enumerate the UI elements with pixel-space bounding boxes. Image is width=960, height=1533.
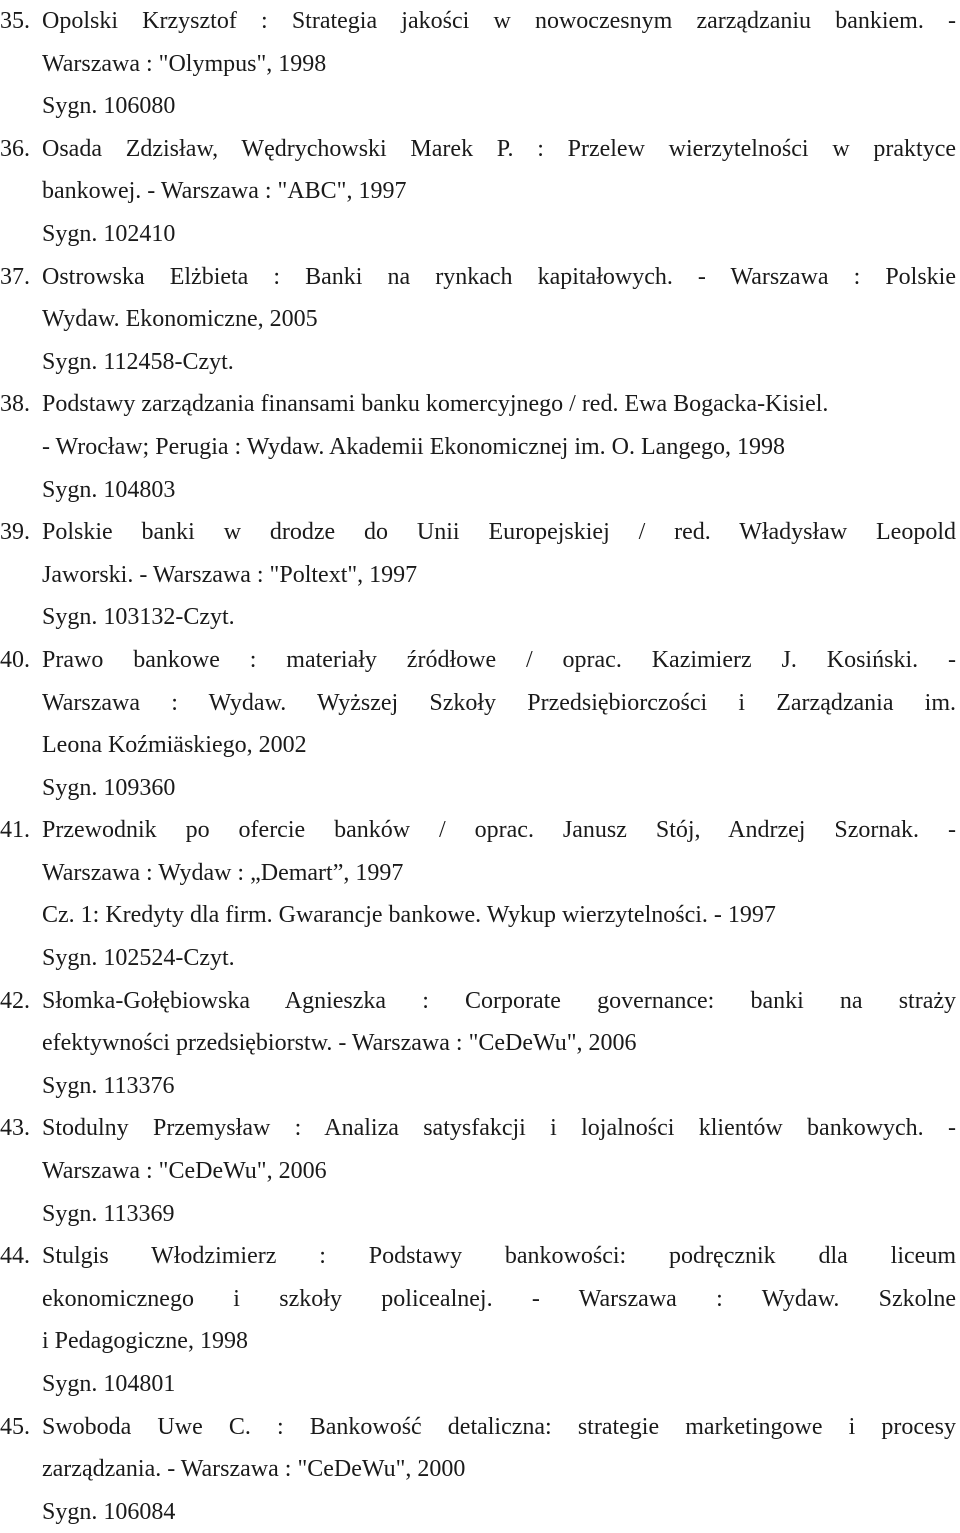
- entry-line: Warszawa : Wydaw. Wyższej Szkoły Przedsiębiorczości i Zarządzania im.: [42, 689, 956, 716]
- entry-number: 36.: [0, 135, 30, 162]
- entry-number: 37.: [0, 263, 30, 290]
- bibliography-entry: [0, 1406, 956, 1533]
- entry-line: Cz. 1: Kredyty dla firm. Gwarancje bankowe. Wykup wierzytelności. - 1997: [42, 902, 776, 929]
- entry-line: Sygn. 112458-Czyt.: [42, 348, 234, 375]
- entry-number: 35.: [0, 8, 30, 34]
- entry-number: 40.: [0, 646, 30, 673]
- bibliography-entry: [0, 809, 956, 979]
- entry-number: 43.: [0, 1115, 30, 1142]
- entry-line: Leona Koźmiäskiego, 2002: [42, 732, 307, 759]
- entry-line: Słomka-Gołębiowska Agnieszka : Corporate governance: banki na straży: [42, 987, 956, 1014]
- entry-line: Sygn. 113376: [42, 1072, 175, 1099]
- entry-line: Przewodnik po ofercie banków / oprac. Janusz Stój, Andrzej Szornak. -: [42, 817, 956, 844]
- entry-line: Sygn. 102524-Czyt.: [42, 945, 235, 972]
- entry-line: Warszawa : "Olympus", 1998: [42, 50, 327, 77]
- entry-line: Podstawy zarządzania finansami banku komercyjnego / red. Ewa Bogacka-Kisiel.: [42, 391, 829, 418]
- entry-number: 41.: [0, 817, 30, 844]
- entry-line: Sygn. 109360: [42, 774, 176, 801]
- entry-number: 42.: [0, 987, 30, 1014]
- entry-line: i Pedagogiczne, 1998: [42, 1328, 248, 1355]
- entry-number: 44.: [0, 1243, 30, 1270]
- bibliography-entry: [0, 1235, 956, 1405]
- entry-line: Jaworski. - Warszawa : "Poltext", 1997: [42, 561, 418, 588]
- entry-number: 39.: [0, 519, 30, 546]
- bibliography-entry: [0, 639, 956, 809]
- entry-line: Warszawa : Wydaw : „Demart”, 1997: [42, 859, 404, 886]
- entry-line: Sygn. 104803: [42, 476, 176, 503]
- entry-line: Sygn. 104801: [42, 1371, 176, 1397]
- bibliography-entry: [0, 0, 956, 128]
- entry-number: 45.: [0, 1413, 30, 1440]
- bibliography-entry: [0, 511, 956, 639]
- entry-line: efektywności przedsiębiorstw. - Warszawa : "CeDeWu", 2006: [42, 1030, 637, 1057]
- entry-line: Ostrowska Elżbieta : Banki na rynkach kapitałowych. - Warszawa : Polskie: [42, 263, 956, 290]
- entry-line: bankowej. - Warszawa : "ABC", 1997: [42, 178, 407, 205]
- entry-line: Warszawa : "CeDeWu", 2006: [42, 1158, 327, 1185]
- entry-line: ekonomicznego i szkoły policealnej. - Warszawa : Wydaw. Szkolne: [42, 1285, 956, 1312]
- bibliography-entry: [0, 980, 956, 1108]
- entry-line: zarządzania. - Warszawa : "CeDeWu", 2000: [42, 1456, 466, 1483]
- entry-line: Opolski Krzysztof : Strategia jakości w nowoczesnym zarządzaniu bankiem. -: [42, 8, 956, 34]
- entry-line: Stodulny Przemysław : Analiza satysfakcji i lojalności klientów bankowych. -: [42, 1115, 956, 1142]
- entry-line: Polskie banki w drodze do Unii Europejskiej / red. Władysław Leopold: [42, 519, 956, 546]
- entry-line: Sygn. 106080: [42, 93, 176, 120]
- bibliography-entry: [0, 128, 956, 256]
- entry-line: Sygn. 103132-Czyt.: [42, 604, 235, 631]
- entry-number: 38.: [0, 391, 30, 418]
- entry-line: Sygn. 106084: [42, 1498, 176, 1525]
- bibliography-entry: [0, 383, 956, 511]
- entry-line: Osada Zdzisław, Wędrychowski Marek P. : Przelew wierzytelności w praktyce: [42, 135, 956, 162]
- entry-line: Swoboda Uwe C. : Bankowość detaliczna: strategie marketingowe i procesy: [42, 1413, 956, 1440]
- entry-line: Prawo bankowe : materiały źródłowe / oprac. Kazimierz J. Kosiński. -: [42, 646, 956, 673]
- entry-line: - Wrocław; Perugia : Wydaw. Akademii Ekonomicznej im. O. Langego, 1998: [42, 433, 785, 460]
- entry-line: Sygn. 113369: [42, 1200, 175, 1227]
- entry-line: Wydaw. Ekonomiczne, 2005: [42, 306, 318, 333]
- entry-line: Sygn. 102410: [42, 220, 176, 247]
- bibliography-entry: [0, 1107, 956, 1235]
- bibliography-entry: [0, 256, 956, 384]
- entry-line: Stulgis Włodzimierz : Podstawy bankowości: podręcznik dla liceum: [42, 1243, 956, 1270]
